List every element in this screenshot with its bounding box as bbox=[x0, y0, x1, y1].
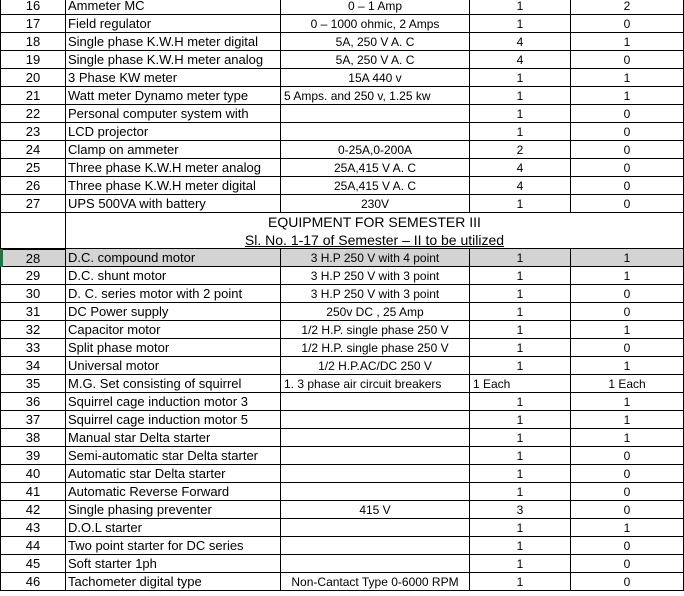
table-row bbox=[0, 483, 684, 501]
specification-cell[interactable]: 230V bbox=[281, 195, 470, 213]
quantity-required-cell[interactable]: 1 bbox=[470, 465, 571, 483]
quantity-available-cell[interactable]: 0 bbox=[571, 15, 684, 33]
table-row bbox=[0, 465, 684, 483]
quantity-available-cell[interactable]: 1 bbox=[571, 429, 684, 447]
quantity-available-cell[interactable]: 0 bbox=[571, 177, 684, 195]
sl-no-cell[interactable]: 29 bbox=[0, 267, 66, 285]
quantity-available-cell[interactable]: 1 bbox=[571, 33, 684, 51]
section-heading[interactable]: EQUIPMENT FOR SEMESTER III bbox=[66, 213, 684, 231]
section-subheading-row bbox=[0, 231, 684, 249]
quantity-available-cell[interactable]: 1 Each bbox=[571, 375, 684, 393]
section-number-cell[interactable] bbox=[0, 231, 66, 249]
equipment-name-cell[interactable]: Split phase motor bbox=[66, 339, 281, 357]
sl-no-cell[interactable]: 21 bbox=[0, 87, 66, 105]
quantity-required-cell[interactable]: 3 bbox=[470, 501, 571, 519]
quantity-required-cell[interactable]: 1 bbox=[470, 15, 571, 33]
quantity-available-cell[interactable]: 0 bbox=[571, 123, 684, 141]
quantity-required-cell[interactable]: 1 bbox=[470, 69, 571, 87]
quantity-available-cell[interactable]: 0 bbox=[571, 195, 684, 213]
specification-cell[interactable]: 5 Amps. and 250 v, 1.25 kw bbox=[281, 87, 470, 105]
quantity-required-cell[interactable]: 1 bbox=[470, 519, 571, 537]
quantity-available-cell[interactable]: 0 bbox=[571, 447, 684, 465]
quantity-available-cell[interactable]: 2 bbox=[571, 0, 684, 15]
equipment-name-cell[interactable]: Universal motor bbox=[66, 357, 281, 375]
equipment-name-cell[interactable]: DC Power supply bbox=[66, 303, 281, 321]
active-row-indicator bbox=[0, 249, 3, 267]
quantity-available-cell[interactable]: 1 bbox=[571, 69, 684, 87]
quantity-required-cell[interactable]: 1 bbox=[470, 87, 571, 105]
table-row bbox=[0, 69, 684, 87]
specification-cell[interactable]: 1/2 H.P.AC/DC 250 V bbox=[281, 357, 470, 375]
equipment-name-cell[interactable]: Manual star Delta starter bbox=[66, 429, 281, 447]
equipment-name-cell[interactable]: Three phase K.W.H meter digital bbox=[66, 177, 281, 195]
sl-no-cell[interactable]: 46 bbox=[0, 573, 66, 591]
table-row bbox=[0, 105, 684, 123]
table-row bbox=[0, 177, 684, 195]
sl-no-cell[interactable]: 42 bbox=[0, 501, 66, 519]
equipment-name-cell[interactable]: Capacitor motor bbox=[66, 321, 281, 339]
quantity-available-cell[interactable]: 0 bbox=[571, 159, 684, 177]
sl-no-cell[interactable]: 27 bbox=[0, 195, 66, 213]
quantity-required-cell[interactable]: 1 bbox=[470, 429, 571, 447]
sl-no-cell[interactable]: 39 bbox=[0, 447, 66, 465]
table-row bbox=[0, 0, 684, 15]
equipment-name-cell[interactable]: Single phase K.W.H meter analog bbox=[66, 51, 281, 69]
table-row bbox=[0, 537, 684, 555]
sl-no-cell[interactable]: 44 bbox=[0, 537, 66, 555]
equipment-rows-semester-2 bbox=[0, 0, 684, 213]
table-row bbox=[0, 51, 684, 69]
specification-cell[interactable]: 250v DC , 25 Amp bbox=[281, 303, 470, 321]
quantity-required-cell[interactable]: 1 bbox=[470, 555, 571, 573]
equipment-name-cell[interactable]: 3 Phase KW meter bbox=[66, 69, 281, 87]
specification-cell[interactable]: 1. 3 phase air circuit breakers bbox=[281, 375, 470, 393]
quantity-available-cell[interactable]: 0 bbox=[571, 501, 684, 519]
sl-no-cell[interactable]: 43 bbox=[0, 519, 66, 537]
sl-no-cell[interactable]: 35 bbox=[0, 375, 66, 393]
table-row bbox=[0, 339, 684, 357]
table-row bbox=[0, 447, 684, 465]
table-row bbox=[0, 573, 684, 591]
specification-cell[interactable]: 0-25A,0-200A bbox=[281, 141, 470, 159]
quantity-available-cell[interactable]: 1 bbox=[571, 357, 684, 375]
sl-no-cell[interactable]: 41 bbox=[0, 483, 66, 501]
table-row bbox=[0, 33, 684, 51]
equipment-name-cell[interactable]: D. C. series motor with 2 point bbox=[66, 285, 281, 303]
quantity-available-cell[interactable]: 1 bbox=[571, 519, 684, 537]
equipment-name-cell[interactable]: D.O.L starter bbox=[66, 519, 281, 537]
equipment-name-cell[interactable]: LCD projector bbox=[66, 123, 281, 141]
specification-cell[interactable]: 5A, 250 V A. C bbox=[281, 33, 470, 51]
sl-no-cell[interactable]: 23 bbox=[0, 123, 66, 141]
quantity-available-cell[interactable]: 0 bbox=[571, 141, 684, 159]
quantity-available-cell[interactable]: 0 bbox=[571, 339, 684, 357]
specification-cell[interactable] bbox=[281, 465, 470, 483]
table-row bbox=[0, 375, 684, 393]
equipment-name-cell[interactable]: Clamp on ammeter bbox=[66, 141, 281, 159]
table-row bbox=[0, 249, 684, 267]
sl-no-cell[interactable]: 34 bbox=[0, 357, 66, 375]
quantity-available-cell[interactable]: 0 bbox=[571, 483, 684, 501]
sl-no-cell[interactable]: 19 bbox=[0, 51, 66, 69]
section-subheading[interactable] bbox=[66, 231, 684, 249]
sl-no-cell[interactable]: 22 bbox=[0, 105, 66, 123]
quantity-available-cell[interactable]: 0 bbox=[571, 465, 684, 483]
sl-no-cell[interactable]: 30 bbox=[0, 285, 66, 303]
quantity-required-cell[interactable]: 1 bbox=[470, 123, 571, 141]
specification-cell[interactable] bbox=[281, 105, 470, 123]
specification-cell[interactable]: 1/2 H.P. single phase 250 V bbox=[281, 339, 470, 357]
table-row bbox=[0, 321, 684, 339]
sl-no-cell[interactable]: 25 bbox=[0, 159, 66, 177]
quantity-available-cell[interactable]: 0 bbox=[571, 303, 684, 321]
quantity-required-cell[interactable]: 1 bbox=[470, 483, 571, 501]
sl-no-cell[interactable]: 36 bbox=[0, 393, 66, 411]
table-row bbox=[0, 87, 684, 105]
quantity-required-cell[interactable]: 4 bbox=[470, 177, 571, 195]
sl-no-cell[interactable]: 26 bbox=[0, 177, 66, 195]
table-row bbox=[0, 123, 684, 141]
equipment-name-cell[interactable]: Squirrel cage induction motor 3 bbox=[66, 393, 281, 411]
quantity-available-cell[interactable]: 1 bbox=[571, 249, 684, 267]
equipment-name-cell[interactable]: Two point starter for DC series bbox=[66, 537, 281, 555]
quantity-required-cell[interactable]: 4 bbox=[470, 33, 571, 51]
equipment-name-cell[interactable]: Single phasing preventer bbox=[66, 501, 281, 519]
specification-cell[interactable] bbox=[281, 411, 470, 429]
equipment-name-cell[interactable]: D.C. compound motor bbox=[66, 249, 281, 267]
table-row bbox=[0, 393, 684, 411]
sl-no-cell[interactable]: 31 bbox=[0, 303, 66, 321]
specification-cell[interactable]: 15A 440 v bbox=[281, 69, 470, 87]
table-row bbox=[0, 159, 684, 177]
specification-cell[interactable] bbox=[281, 537, 470, 555]
quantity-required-cell[interactable]: 1 bbox=[470, 393, 571, 411]
equipment-name-cell[interactable]: Watt meter Dynamo meter type bbox=[66, 87, 281, 105]
equipment-name-cell[interactable]: Three phase K.W.H meter analog bbox=[66, 159, 281, 177]
table-row bbox=[0, 285, 684, 303]
quantity-required-cell[interactable]: 1 bbox=[470, 537, 571, 555]
equipment-name-cell[interactable]: M.G. Set consisting of squirrel bbox=[66, 375, 281, 393]
sl-no-cell[interactable]: 33 bbox=[0, 339, 66, 357]
sl-no-cell[interactable]: 18 bbox=[0, 33, 66, 51]
quantity-available-cell[interactable]: 1 bbox=[571, 411, 684, 429]
specification-cell[interactable]: 3 H.P 250 V with 3 point bbox=[281, 285, 470, 303]
equipment-name-cell[interactable]: Squirrel cage induction motor 5 bbox=[66, 411, 281, 429]
quantity-required-cell[interactable]: 1 Each bbox=[470, 375, 571, 393]
equipment-name-cell[interactable]: Soft starter 1ph bbox=[66, 555, 281, 573]
table-row bbox=[0, 429, 684, 447]
quantity-required-cell[interactable]: 1 bbox=[470, 195, 571, 213]
sl-no-cell[interactable]: 40 bbox=[0, 465, 66, 483]
equipment-rows-semester-3 bbox=[0, 249, 684, 591]
quantity-required-cell[interactable]: 1 bbox=[470, 267, 571, 285]
quantity-required-cell[interactable]: 2 bbox=[470, 141, 571, 159]
quantity-available-cell[interactable]: 0 bbox=[571, 573, 684, 591]
quantity-available-cell[interactable]: 0 bbox=[571, 51, 684, 69]
equipment-name-cell[interactable]: Semi-automatic star Delta starter bbox=[66, 447, 281, 465]
quantity-available-cell[interactable]: 0 bbox=[571, 555, 684, 573]
sl-no-cell[interactable]: 38 bbox=[0, 429, 66, 447]
equipment-name-cell[interactable]: D.C. shunt motor bbox=[66, 267, 281, 285]
specification-cell[interactable]: 3 H.P 250 V with 3 point bbox=[281, 267, 470, 285]
specification-cell[interactable]: Non-Cantact Type 0-6000 RPM bbox=[281, 573, 470, 591]
quantity-required-cell[interactable]: 1 bbox=[470, 321, 571, 339]
sl-no-cell[interactable]: 32 bbox=[0, 321, 66, 339]
quantity-available-cell[interactable]: 0 bbox=[571, 537, 684, 555]
quantity-required-cell[interactable]: 1 bbox=[470, 339, 571, 357]
quantity-required-cell[interactable]: 1 bbox=[470, 447, 571, 465]
table-row bbox=[0, 15, 684, 33]
sl-no-cell[interactable]: 16 bbox=[0, 0, 66, 15]
table-row bbox=[0, 267, 684, 285]
quantity-available-cell[interactable]: 0 bbox=[571, 285, 684, 303]
table-row bbox=[0, 519, 684, 537]
sl-no-cell[interactable]: 17 bbox=[0, 15, 66, 33]
quantity-required-cell[interactable]: 1 bbox=[470, 573, 571, 591]
sl-no-cell[interactable]: 45 bbox=[0, 555, 66, 573]
table-row bbox=[0, 357, 684, 375]
equipment-name-cell[interactable]: Tachometer digital type bbox=[66, 573, 281, 591]
quantity-available-cell[interactable]: 1 bbox=[571, 87, 684, 105]
section-heading-row bbox=[0, 213, 684, 231]
quantity-required-cell[interactable]: 4 bbox=[470, 51, 571, 69]
table-row bbox=[0, 411, 684, 429]
sl-no-cell[interactable]: 37 bbox=[0, 411, 66, 429]
quantity-required-cell[interactable]: 1 bbox=[470, 105, 571, 123]
equipment-name-cell[interactable]: UPS 500VA with battery bbox=[66, 195, 281, 213]
section-number-cell[interactable] bbox=[0, 213, 66, 231]
quantity-required-cell[interactable]: 1 bbox=[470, 303, 571, 321]
specification-cell[interactable] bbox=[281, 447, 470, 465]
specification-cell[interactable]: 25A,415 V A. C bbox=[281, 177, 470, 195]
quantity-available-cell[interactable]: 0 bbox=[571, 105, 684, 123]
specification-cell[interactable] bbox=[281, 393, 470, 411]
specification-cell[interactable] bbox=[281, 429, 470, 447]
table-row bbox=[0, 195, 684, 213]
quantity-required-cell[interactable]: 1 bbox=[470, 249, 571, 267]
equipment-name-cell[interactable]: Personal computer system with bbox=[66, 105, 281, 123]
equipment-name-cell[interactable]: Ammeter MC bbox=[66, 0, 281, 15]
quantity-available-cell[interactable]: 1 bbox=[571, 321, 684, 339]
equipment-name-cell[interactable]: Automatic Reverse Forward bbox=[66, 483, 281, 501]
specification-cell[interactable] bbox=[281, 555, 470, 573]
sl-no-cell[interactable]: 24 bbox=[0, 141, 66, 159]
specification-cell[interactable]: 415 V bbox=[281, 501, 470, 519]
equipment-name-cell[interactable]: Field regulator bbox=[66, 15, 281, 33]
sl-no-cell[interactable]: 20 bbox=[0, 69, 66, 87]
sl-no-cell[interactable]: 28 bbox=[0, 249, 66, 267]
specification-cell[interactable]: 5A, 250 V A. C bbox=[281, 51, 470, 69]
specification-cell[interactable]: 1/2 H.P. single phase 250 V bbox=[281, 321, 470, 339]
specification-cell[interactable]: 0 – 1 Amp bbox=[281, 0, 470, 15]
table-row bbox=[0, 141, 684, 159]
specification-cell[interactable]: 25A,415 V A. C bbox=[281, 159, 470, 177]
table-row bbox=[0, 501, 684, 519]
quantity-available-cell[interactable]: 1 bbox=[571, 393, 684, 411]
table-row bbox=[0, 303, 684, 321]
equipment-name-cell[interactable]: Single phase K.W.H meter digital bbox=[66, 33, 281, 51]
equipment-name-cell[interactable]: Automatic star Delta starter bbox=[66, 465, 281, 483]
specification-cell[interactable] bbox=[281, 519, 470, 537]
specification-cell[interactable]: 0 – 1000 ohmic, 2 Amps bbox=[281, 15, 470, 33]
specification-cell[interactable] bbox=[281, 123, 470, 141]
specification-cell[interactable]: 3 H.P 250 V with 4 point bbox=[281, 249, 470, 267]
quantity-required-cell[interactable]: 1 bbox=[470, 411, 571, 429]
quantity-available-cell[interactable]: 1 bbox=[571, 267, 684, 285]
quantity-required-cell[interactable]: 1 bbox=[470, 285, 571, 303]
quantity-required-cell[interactable]: 4 bbox=[470, 159, 571, 177]
section-subheading-text: Sl. No. 1-17 of Semester – II to be utilized bbox=[244, 232, 505, 248]
table-row bbox=[0, 555, 684, 573]
specification-cell[interactable] bbox=[281, 483, 470, 501]
quantity-required-cell[interactable]: 1 bbox=[470, 357, 571, 375]
quantity-required-cell[interactable]: 1 bbox=[470, 0, 571, 15]
